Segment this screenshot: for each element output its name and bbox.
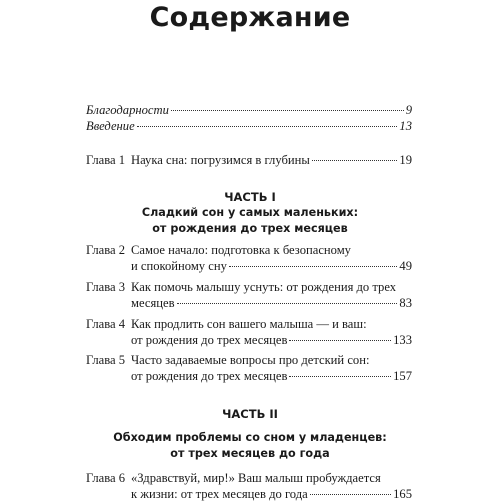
dot-leader: [171, 110, 404, 111]
chapter-title: Наука сна: погрузимся в глубины: [131, 153, 310, 167]
part-2-heading: [0, 407, 500, 462]
part-title-line: Обходим проблемы со сном у младенцев:: [113, 431, 387, 444]
entry-page: 83: [399, 296, 412, 310]
dot-leader: [289, 376, 391, 377]
entry-page: 9: [405, 103, 412, 117]
entry-page: 165: [393, 487, 412, 501]
chapter-title-line: месяцев: [131, 296, 175, 310]
toc-entry-chapter-2: [86, 242, 412, 274]
part-label: ЧАСТЬ I: [224, 190, 276, 204]
entry-label: Благодарности: [86, 103, 169, 117]
chapter-title-line: Самое начало: подготовка к безопасному: [131, 243, 351, 257]
chapter-title-line: Как помочь малышу уснуть: от рождения до трех: [131, 280, 397, 294]
part-title-line: от трех месяцев до года: [170, 447, 330, 460]
entry-page: 157: [393, 369, 412, 383]
entry-page: 19: [399, 153, 412, 167]
dot-leader: [137, 126, 398, 127]
chapter-number: Глава 5: [86, 353, 126, 367]
dot-leader: [289, 340, 391, 341]
part-title-line: Сладкий сон у самых маленьких:: [141, 206, 359, 219]
chapter-number: Глава 3: [86, 280, 126, 294]
entry-page: 49: [399, 259, 412, 273]
entry-page: 13: [399, 119, 412, 133]
toc-entry-chapter-6: [86, 470, 412, 502]
chapter-title-line: Часто задаваемые вопросы про детский сон:: [131, 353, 370, 367]
chapter-number: Глава 2: [86, 243, 126, 257]
toc-entry-chapter-5: [86, 352, 412, 384]
toc-entry-introduction: [86, 118, 412, 134]
chapter-number: Глава 4: [86, 317, 126, 331]
chapter-title-line: и спокойному сну: [131, 259, 227, 273]
chapter-number: Глава 6: [86, 471, 126, 485]
chapter-number: Глава 1: [86, 153, 126, 167]
chapter-title-line: к жизни: от трех месяцев до года: [131, 487, 308, 501]
part-title-line: от рождения до трех месяцев: [152, 222, 348, 235]
chapter-title-line: Как продлить сон вашего малыша — и ваш:: [131, 317, 367, 331]
toc-entry-chapter-3: [86, 279, 412, 311]
toc-entry-chapter-4: [86, 316, 412, 348]
dot-leader: [312, 160, 398, 161]
dot-leader: [177, 303, 398, 304]
chapter-title-line: от рождения до трех месяцев: [131, 369, 288, 383]
dot-leader: [229, 266, 398, 267]
page-title: Содержание: [149, 2, 351, 33]
chapter-title-line: «Здравствуй, мир!» Ваш малыш пробуждается: [131, 471, 381, 485]
entry-label: Введение: [86, 119, 135, 133]
chapter-title-line: от рождения до трех месяцев: [131, 333, 288, 347]
part-label: ЧАСТЬ II: [222, 407, 278, 421]
part-1-heading: [0, 190, 500, 237]
dot-leader: [310, 494, 391, 495]
toc-entry-acknowledgements: [86, 102, 412, 118]
entry-page: 133: [393, 333, 412, 347]
toc-entry-chapter-1: [86, 152, 412, 168]
